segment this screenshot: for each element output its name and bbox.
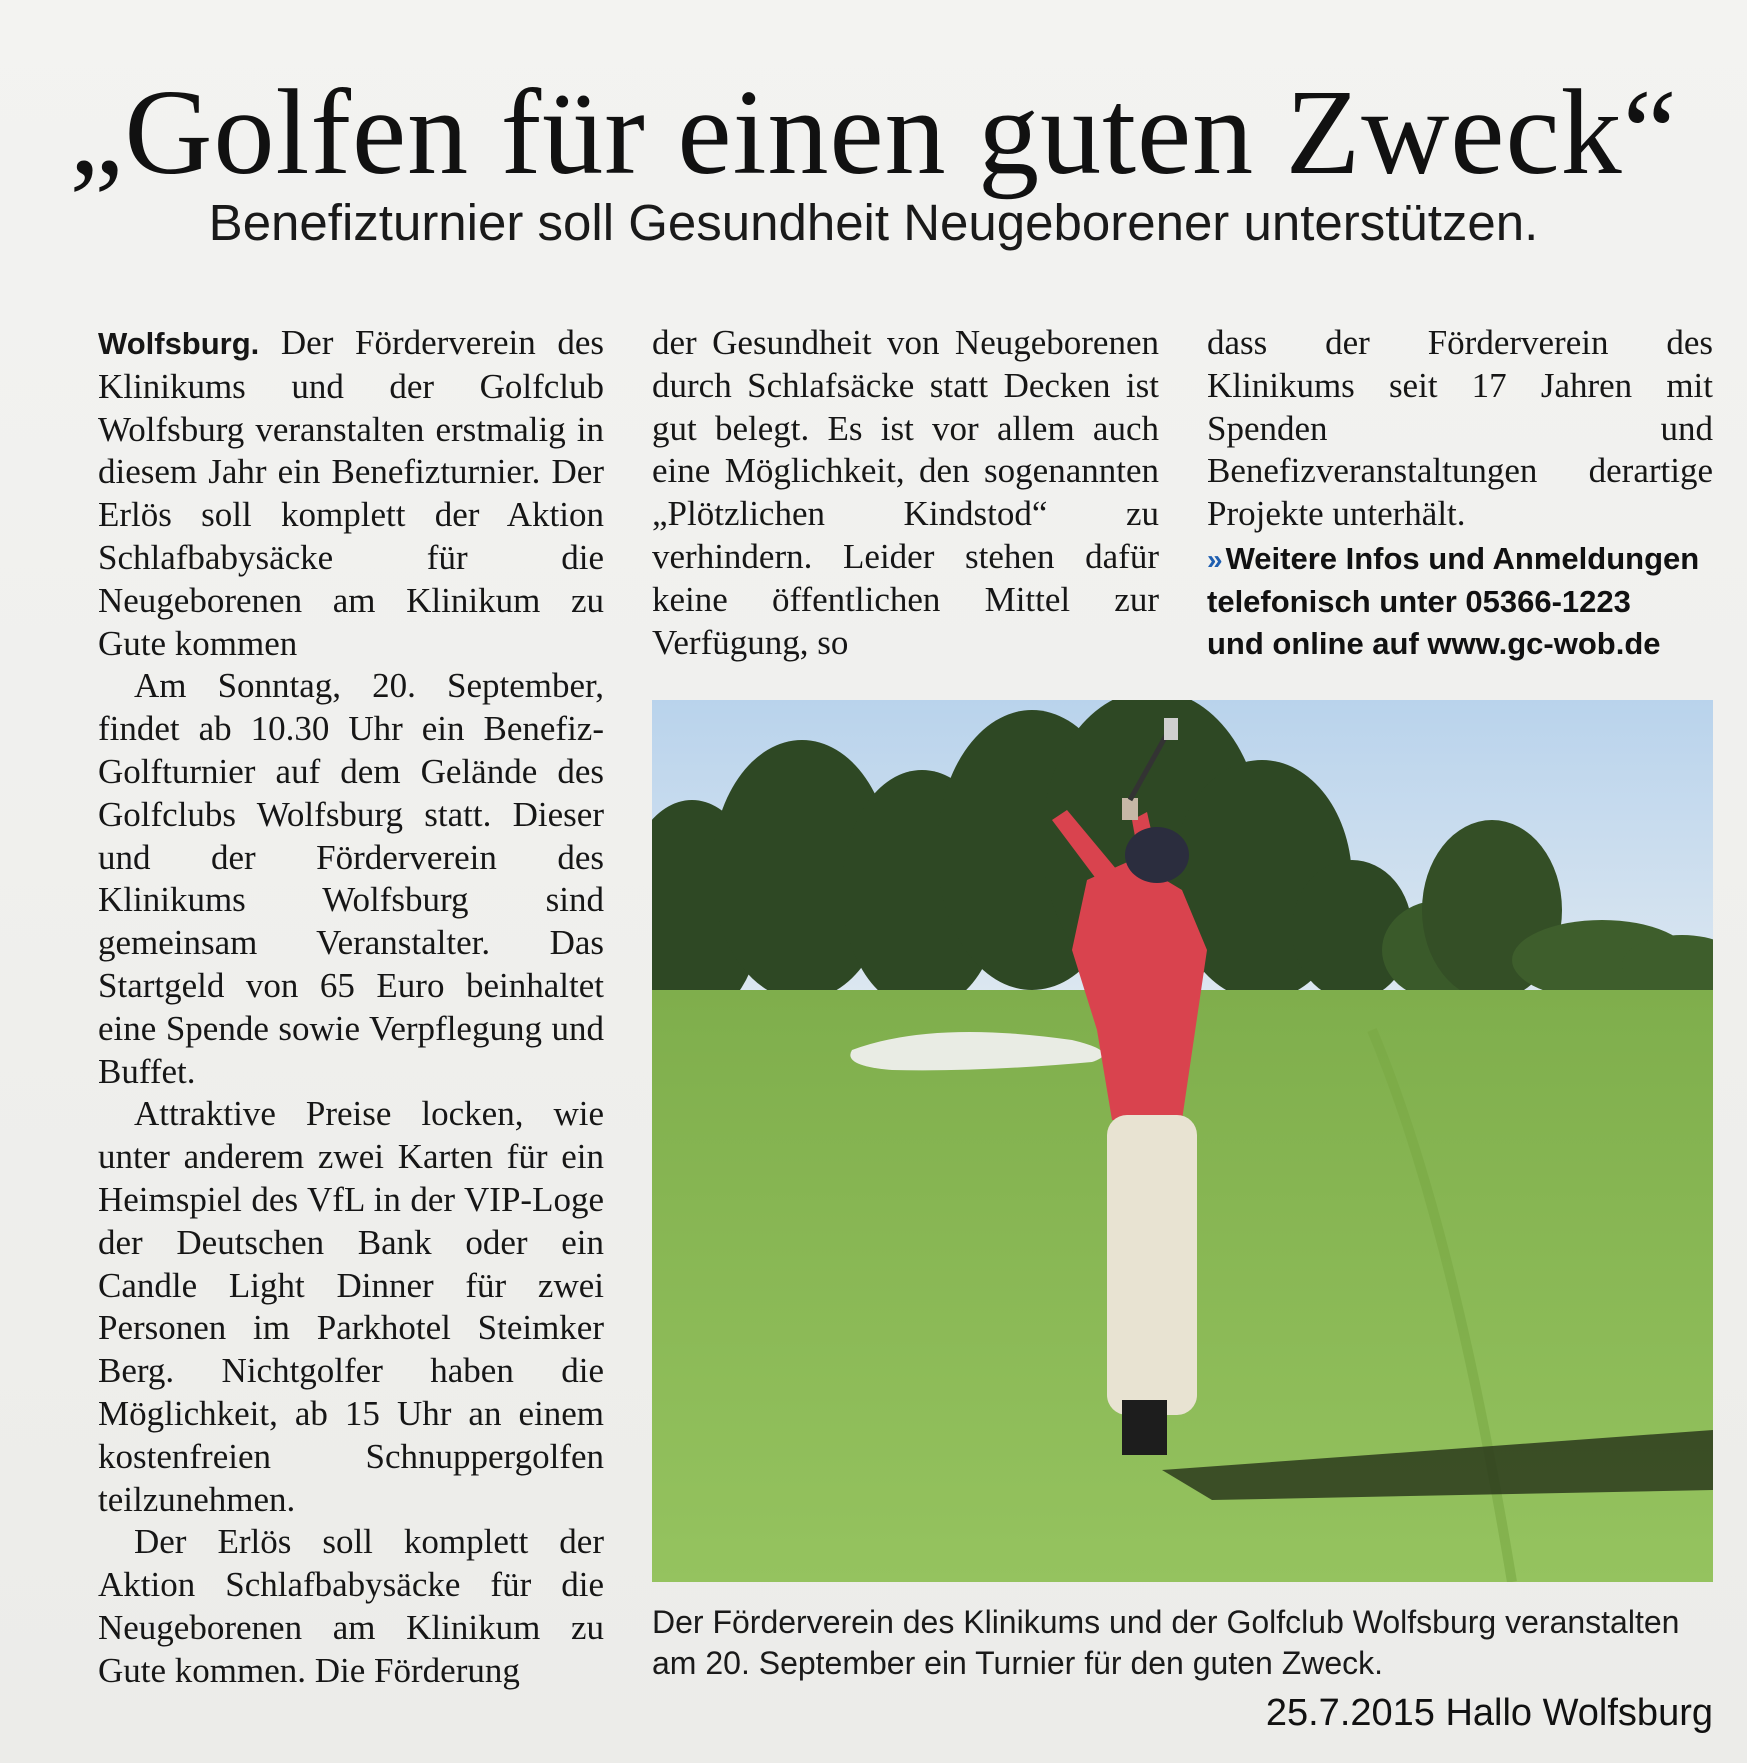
golfer-photo [652, 700, 1713, 1582]
info-line-1-text: Weitere Infos und Anmeldungen [1225, 541, 1700, 576]
golf-course-illustration [652, 700, 1713, 1582]
article-column-3 [1207, 322, 1713, 536]
paragraph-5: der Gesundheit von Neugeborenen durch Schlafsäcke statt Decken ist gut belegt. Es ist vor allem auch eine Möglichkeit, den sogenannten „Plötzlichen Kindstod“ zu verhindern. Leider stehen dafür keine öffentlichen Mittel zur Verfügung, so [652, 323, 1159, 662]
paragraph-2: Am Sonntag, 20. September, findet ab 10.30 Uhr ein Benefiz-Golfturnier auf dem Gelände des Golfclubs Wolfsburg statt. Dieser und der Förderverein des Klinikums Wolfsburg sind gemeinsam Veranstalter. Das Startgeld von 65 Euro beinhaltet eine Spende sowie Verpflegung und Buffet. [98, 666, 604, 1091]
info-line-3: und online auf www.gc-wob.de [1207, 626, 1661, 661]
paragraph-1-text: Der Förderverein des Klinikums und der Golfclub Wolfsburg veranstalten erstmalig in diesem Jahr ein Benefizturnier. Der Erlös soll komplett der Aktion Schlafbabysäcke für die Neugeborenen am Klinikum zu Gute kommen [98, 323, 604, 663]
dateline: Wolfsburg. [98, 326, 260, 361]
article-column-2 [652, 322, 1159, 664]
source-note: 25.7.2015 Hallo Wolfsburg [1265, 1692, 1713, 1734]
paragraph-6: dass der Förderverein des Klinikums seit 17 Jahren mit Spenden und Benefizveranstaltungen derartige Projekte unterhält. [1207, 323, 1713, 534]
paragraph-3: Attraktive Preise locken, wie unter anderem zwei Karten für ein Heimspiel des VfL in der VIP-Loge der Deutschen Bank oder ein Candle Light Dinner für zwei Personen im Parkhotel Steimker Berg. Nichtgolfer haben die Möglichkeit, ab 15 Uhr an einem kostenfreien Schnuppergolfen teilzunehmen. [98, 1094, 604, 1519]
paragraph-4: Der Erlös soll komplett der Aktion Schlafbabysäcke für die Neugeborenen am Klinikum zu Gute kommen. Die Förderung [98, 1522, 604, 1690]
info-line-2: telefonisch unter 05366-1223 [1207, 584, 1631, 619]
paragraph-1 [98, 322, 604, 665]
info-box [1207, 538, 1727, 665]
subheadline: Benefizturnier soll Gesundheit Neugeborener unterstützen. [208, 194, 1539, 251]
headline: „Golfen für einen guten Zweck“ [69, 65, 1678, 200]
article-column-1 [98, 322, 604, 1693]
photo-caption: Der Förderverein des Klinikums und der Golfclub Wolfsburg veranstalten am 20. September ein Turnier für den guten Zweck. [652, 1604, 1680, 1681]
info-line-1 [1207, 538, 1727, 581]
double-chevron-icon: » [1207, 544, 1220, 575]
